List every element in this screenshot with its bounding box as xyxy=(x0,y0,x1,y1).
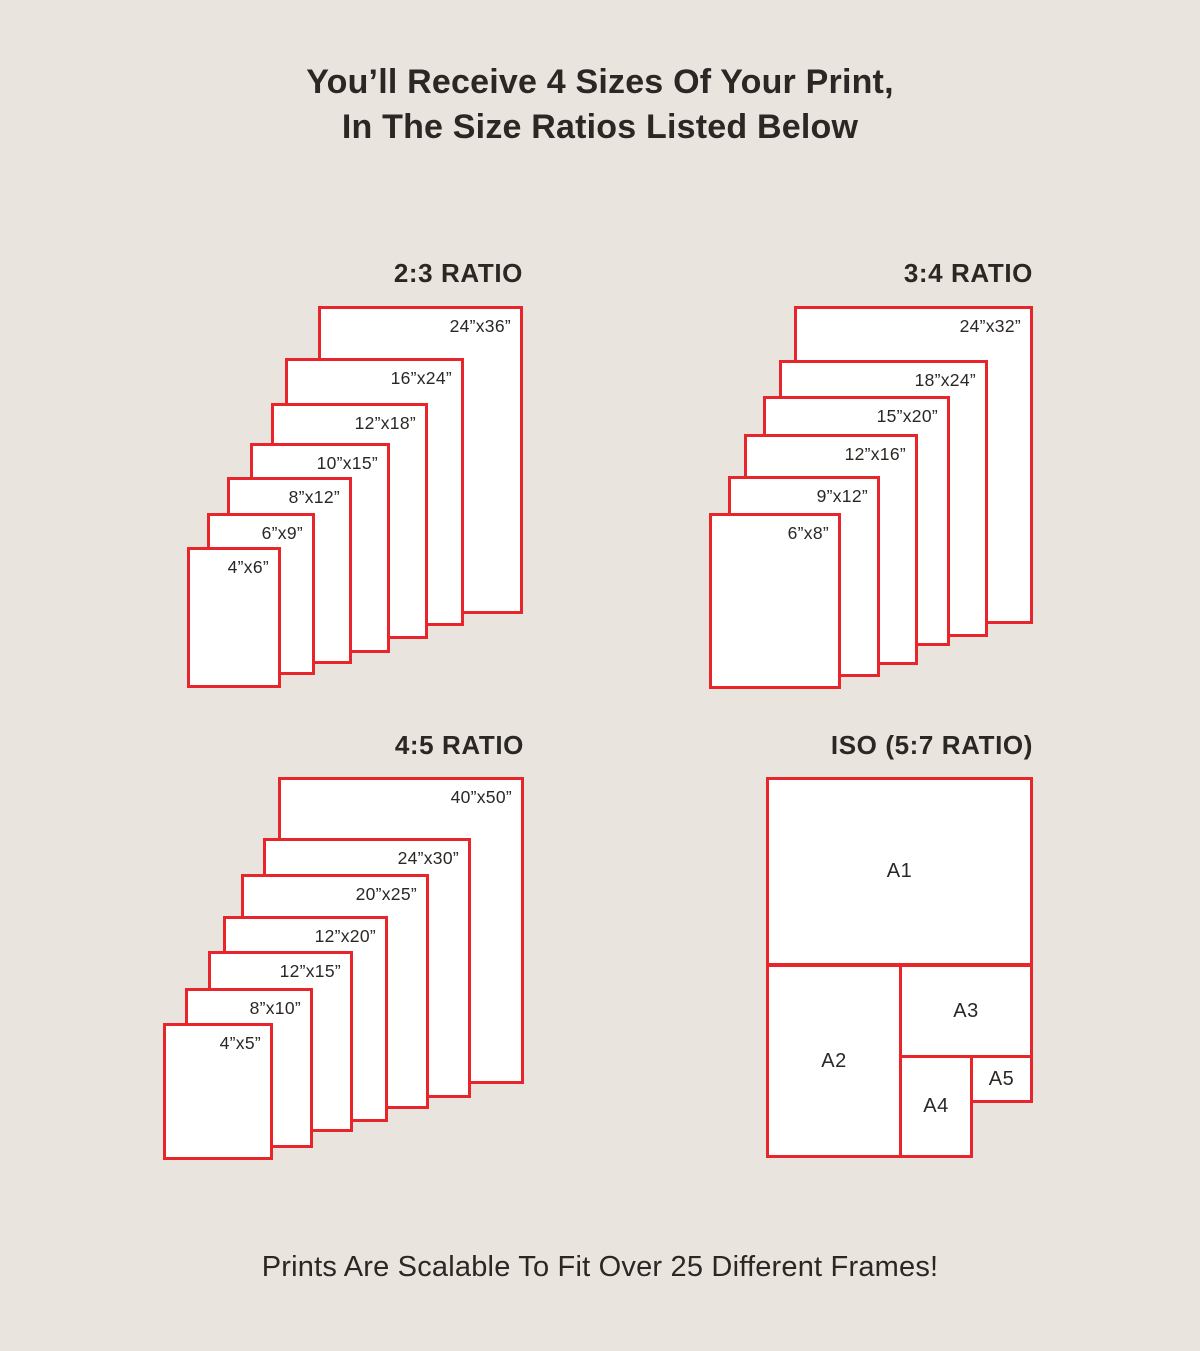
group-title-iso-5-7: ISO (5:7 RATIO) xyxy=(830,730,1033,760)
size-label: A3 xyxy=(953,999,979,1022)
size-label: 8”x10” xyxy=(249,998,301,1018)
size-label: A2 xyxy=(821,1049,847,1072)
print-size-rect xyxy=(163,1023,273,1160)
size-label: A4 xyxy=(923,1095,949,1117)
size-label: A1 xyxy=(886,860,913,882)
print-size-rect xyxy=(187,547,281,688)
size-label: 24”x32” xyxy=(959,316,1021,336)
size-label: 12”x18” xyxy=(354,413,416,433)
size-label: 24”x36” xyxy=(449,316,511,336)
footer-note: Prints Are Scalable To Fit Over 25 Different Frames! xyxy=(261,1251,939,1283)
size-label: 9”x12” xyxy=(816,486,868,506)
size-label: 16”x24” xyxy=(390,368,452,388)
iso-paper-rect xyxy=(899,964,1033,1058)
size-label: 18”x24” xyxy=(914,370,976,390)
size-label: 10”x15” xyxy=(316,453,378,473)
size-label: 15”x20” xyxy=(876,406,938,426)
iso-paper-rect xyxy=(899,1055,973,1158)
size-label: 8”x12” xyxy=(288,487,340,507)
iso-paper-rect xyxy=(970,1055,1033,1103)
size-label: 6”x8” xyxy=(787,523,829,543)
iso-paper-rect xyxy=(766,777,1033,966)
group-title-ratio-2-3: 2:3 RATIO xyxy=(393,258,523,288)
size-label: 12”x20” xyxy=(314,926,376,946)
size-label: 4”x6” xyxy=(227,557,269,577)
page-title-line2: In The Size Ratios Listed Below xyxy=(341,108,859,146)
size-label: 12”x16” xyxy=(844,444,906,464)
size-label: 24”x30” xyxy=(397,848,459,868)
size-label: 12”x15” xyxy=(279,961,341,981)
page-title-line1: You’ll Receive 4 Sizes Of Your Print, xyxy=(306,63,894,101)
print-size-rect xyxy=(709,513,841,689)
iso-paper-rect xyxy=(766,964,902,1158)
size-label: 20”x25” xyxy=(355,884,417,904)
size-label: A5 xyxy=(988,1067,1015,1090)
group-title-ratio-4-5: 4:5 RATIO xyxy=(394,730,524,760)
size-label: 40”x50” xyxy=(450,787,512,807)
group-title-ratio-3-4: 3:4 RATIO xyxy=(903,258,1033,288)
page-title xyxy=(0,60,1200,150)
size-label: 4”x5” xyxy=(219,1033,261,1053)
size-label: 6”x9” xyxy=(261,523,303,543)
